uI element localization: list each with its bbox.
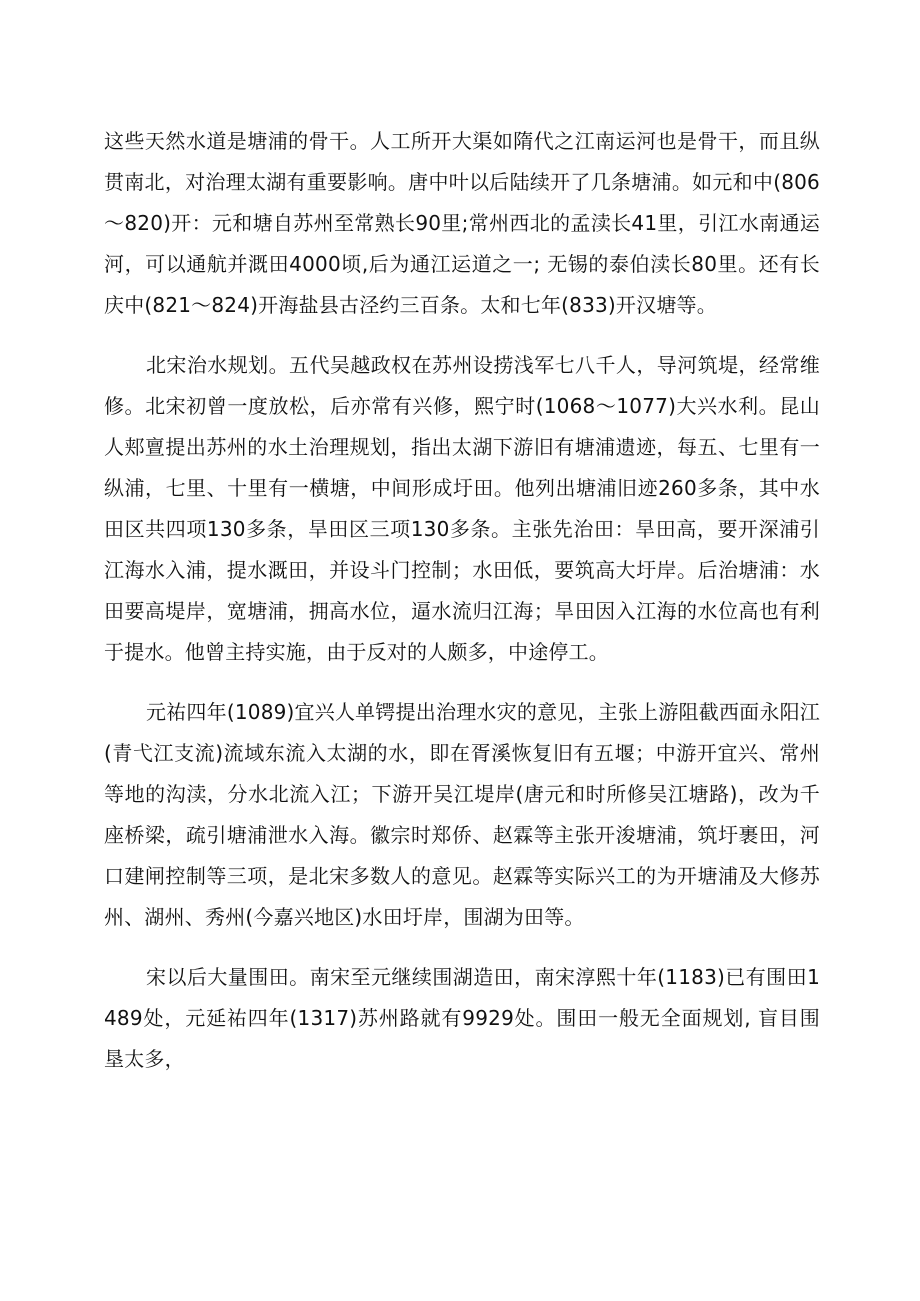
paragraph-tang-waterways: 这些天然水道是塘浦的骨干。人工所开大渠如隋代之江南运河也是骨干，而且纵贯南北，对治理太湖有重要影响。唐中叶以后陆续开了几条塘浦。如元和中(806～820)开：元和塘自苏州至常熟长90里;常州西北的孟渎长41里，引江水南通运河，可以通航并溉田4000顷,后为通江运道之一; 无锡的泰伯渎长80里。还有长庆中(821～824)开海盐县古泾约三百条。太和七年(833)开汉塘等。 <box>104 129 820 317</box>
paragraph-northern-song-plan: 北宋治水规划。五代吴越政权在苏州设捞浅军七八千人，导河筑堤，经常维修。北宋初曾一度放松，后亦常有兴修，熙宁时(1068～1077)大兴水利。昆山人郏亶提出苏州的水土治理规划，指出太湖下游旧有塘浦遗迹，每五、七里有一纵浦，七里、十里有一横塘，中间形成圩田。他列出塘浦旧迹260多条，其中水田区共四项130多条，旱田区三项130多条。主张先治田：旱田高，要开深浦引江海水入浦，提水溉田，并设斗门控制；水田低，要筑高大圩岸。后治塘浦：水田要高堤岸，宽塘浦，拥高水位，逼水流归江海；旱田因入江海的水位高也有利于提水。他曾主持实施，由于反对的人颇多，中途停工。 <box>104 353 820 664</box>
paragraph-enclosed-fields: 宋以后大量围田。南宋至元继续围湖造田，南宋淳熙十年(1183)已有围田1489处，元延祐四年(1317)苏州路就有9929处。围田一般无全面规划, 盲目围垦太多， <box>104 965 820 1071</box>
paragraph-yuanyou-proposal: 元祐四年(1089)宜兴人单锷提出治理水灾的意见，主张上游阻截西面永阳江(青弋江支流)流域东流入太湖的水，即在胥溪恢复旧有五堰；中游开宜兴、常州等地的沟渎，分水北流入江；下游开吴江堤岸(唐元和时所修吴江塘路)，改为千座桥梁，疏引塘浦泄水入海。徽宗时郑侨、赵霖等主张开浚塘浦，筑圩裹田，河口建闸控制等三项，是北宋多数人的意见。赵霖等实际兴工的为开塘浦及大修苏州、湖州、秀州(今嘉兴地区)水田圩岸，围湖为田等。 <box>104 700 820 929</box>
document-body <box>104 121 820 1080</box>
